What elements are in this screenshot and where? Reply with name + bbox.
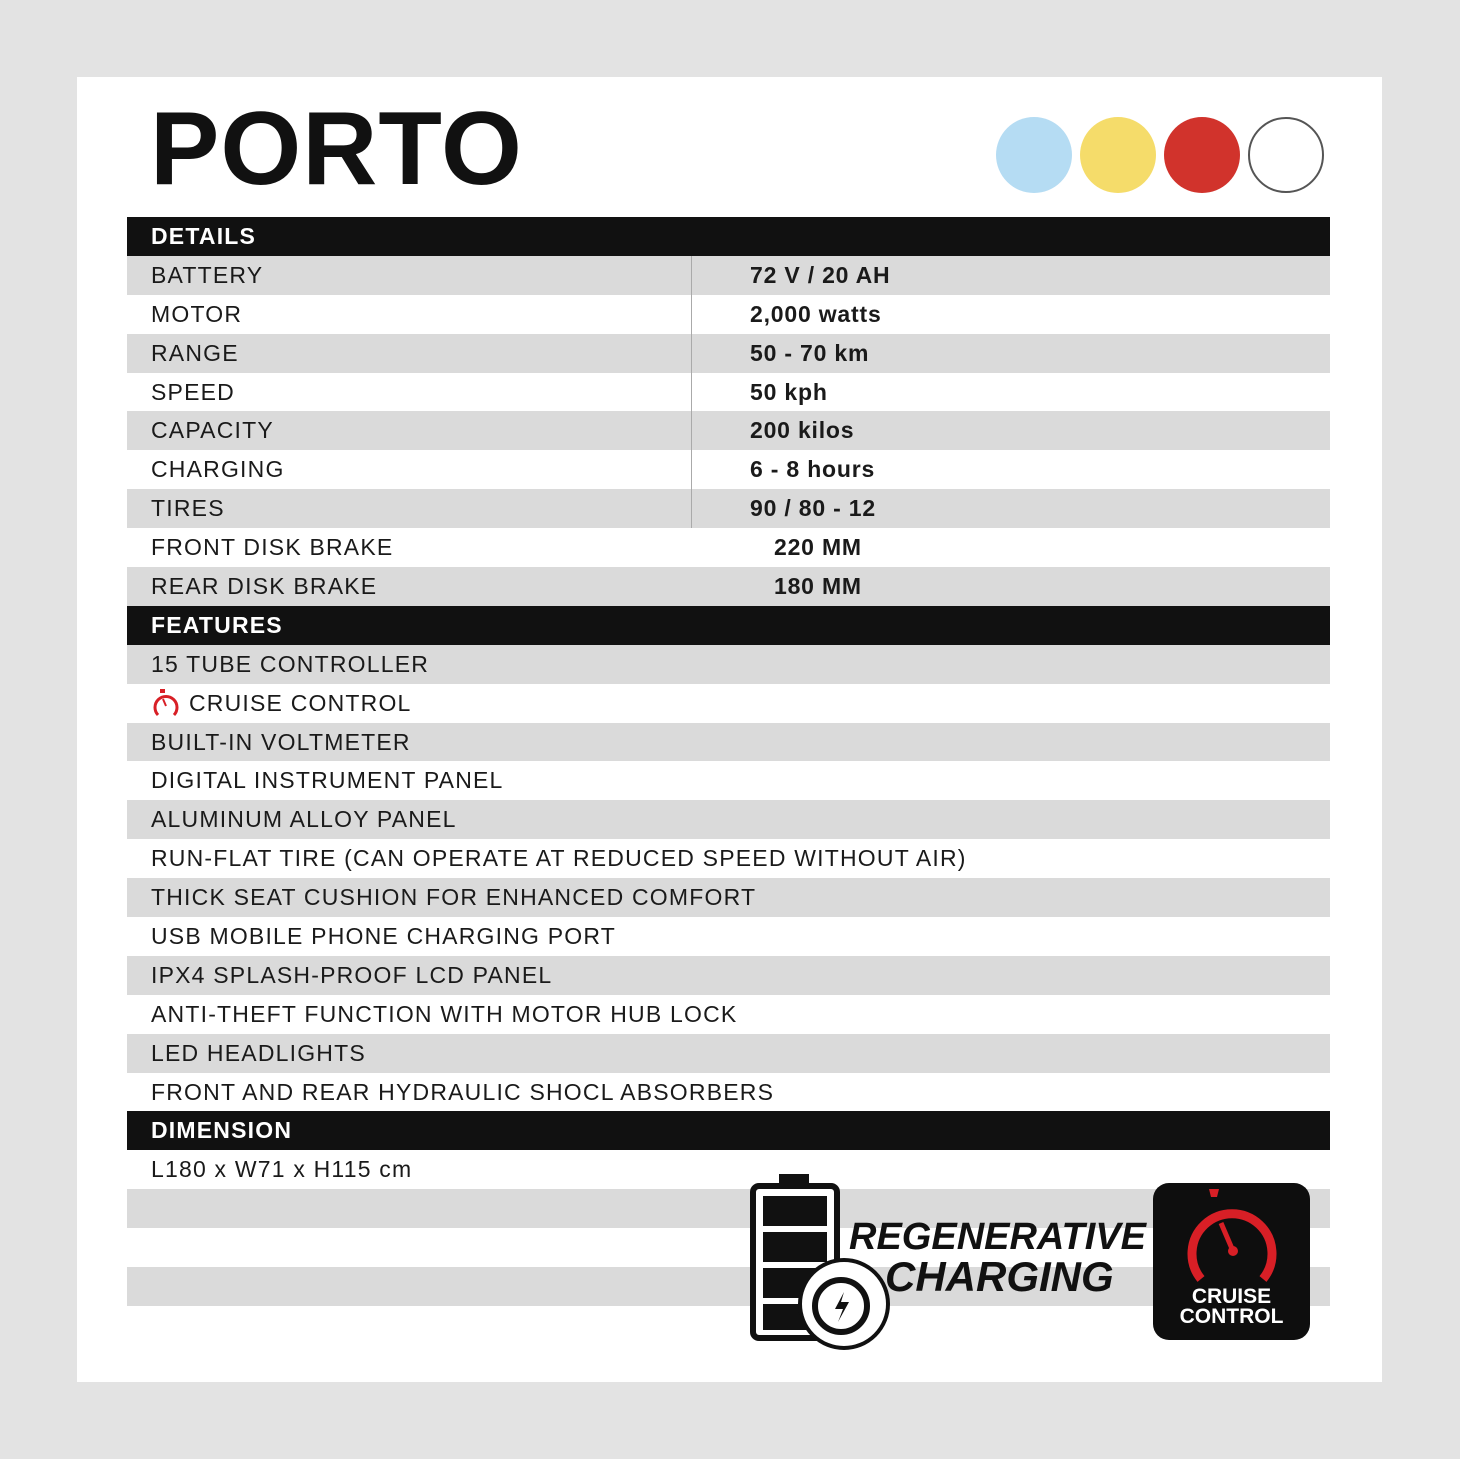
dimension-value: L180 x W71 x H115 cm bbox=[151, 1156, 413, 1183]
feature-row bbox=[127, 723, 1330, 762]
feature-row bbox=[127, 761, 1330, 800]
feature-row bbox=[127, 645, 1330, 684]
feature-label: IPX4 SPLASH-PROOF LCD PANEL bbox=[151, 961, 553, 988]
detail-value: 200 kilos bbox=[750, 417, 855, 444]
feature-row bbox=[127, 684, 1330, 723]
cruise-badge-line1: CRUISE bbox=[1191, 1285, 1272, 1308]
detail-label: FRONT DISK BRAKE bbox=[151, 534, 394, 561]
feature-label: RUN-FLAT TIRE (CAN OPERATE AT REDUCED SPEED WITHOUT AIR) bbox=[151, 845, 967, 872]
empty-row bbox=[127, 1267, 1330, 1306]
feature-item bbox=[127, 845, 967, 872]
section-header-label: DIMENSION bbox=[151, 1117, 293, 1144]
feature-label: ALUMINUM ALLOY PANEL bbox=[151, 806, 457, 833]
cruise-control-badge bbox=[1153, 1183, 1310, 1340]
section-header-label: DETAILS bbox=[151, 222, 257, 249]
detail-label: CHARGING bbox=[127, 450, 692, 489]
feature-item bbox=[127, 767, 504, 794]
detail-value: 50 kph bbox=[750, 378, 828, 405]
feature-item bbox=[127, 651, 429, 678]
detail-row bbox=[127, 567, 1330, 606]
feature-item bbox=[127, 806, 457, 833]
detail-label: SPEED bbox=[127, 373, 692, 412]
detail-row bbox=[127, 334, 1330, 373]
color-swatch-blue[interactable] bbox=[996, 117, 1072, 193]
feature-row bbox=[127, 956, 1330, 995]
dimension-row bbox=[127, 1150, 1330, 1189]
feature-item bbox=[127, 962, 552, 989]
detail-row bbox=[127, 373, 1330, 412]
feature-row bbox=[127, 839, 1330, 878]
feature-item bbox=[127, 689, 412, 717]
feature-label: 15 TUBE CONTROLLER bbox=[151, 650, 430, 677]
feature-row bbox=[127, 878, 1330, 917]
features-header bbox=[127, 606, 1330, 645]
cruise-control-icon bbox=[151, 689, 181, 717]
detail-value: 6 - 8 hours bbox=[750, 456, 876, 483]
detail-row bbox=[127, 256, 1330, 295]
feature-label: THICK SEAT CUSHION FOR ENHANCED COMFORT bbox=[151, 884, 757, 911]
feature-row bbox=[127, 917, 1330, 956]
feature-item bbox=[127, 1001, 737, 1028]
feature-item bbox=[127, 923, 616, 950]
detail-value: 220 MM bbox=[774, 534, 862, 561]
cruise-badge-line2: CONTROL bbox=[1179, 1305, 1284, 1328]
empty-row bbox=[127, 1189, 1330, 1228]
color-swatches bbox=[996, 117, 1324, 193]
section-header-label: FEATURES bbox=[151, 611, 283, 638]
feature-item bbox=[127, 1079, 774, 1106]
feature-row bbox=[127, 995, 1330, 1034]
spec-table bbox=[127, 217, 1330, 1306]
detail-row bbox=[127, 411, 1330, 450]
feature-label: FRONT AND REAR HYDRAULIC SHOCL ABSORBERS bbox=[151, 1078, 775, 1105]
detail-row bbox=[127, 295, 1330, 334]
regen-charging-badge bbox=[849, 1216, 1147, 1300]
empty-row bbox=[127, 1228, 1330, 1267]
feature-label: CRUISE CONTROL bbox=[189, 689, 412, 716]
detail-label: MOTOR bbox=[127, 295, 692, 334]
detail-value: 180 MM bbox=[774, 572, 862, 599]
product-title: PORTO bbox=[150, 91, 523, 207]
feature-label: BUILT-IN VOLTMETER bbox=[151, 728, 411, 755]
details-header bbox=[127, 217, 1330, 256]
feature-item bbox=[127, 1040, 366, 1067]
color-swatch-yellow[interactable] bbox=[1080, 117, 1156, 193]
detail-value: 50 - 70 km bbox=[750, 339, 870, 366]
speedometer-icon bbox=[1153, 1183, 1310, 1293]
feature-item bbox=[127, 729, 411, 756]
color-swatch-red[interactable] bbox=[1164, 117, 1240, 193]
feature-label: DIGITAL INSTRUMENT PANEL bbox=[151, 767, 504, 794]
color-swatch-white[interactable] bbox=[1248, 117, 1324, 193]
feature-item bbox=[127, 884, 756, 911]
feature-label: ANTI-THEFT FUNCTION WITH MOTOR HUB LOCK bbox=[151, 1000, 738, 1027]
detail-label: BATTERY bbox=[127, 256, 692, 295]
feature-label: USB MOBILE PHONE CHARGING PORT bbox=[151, 922, 616, 949]
feature-row bbox=[127, 1034, 1330, 1073]
regen-line2: CHARGING bbox=[885, 1253, 1114, 1300]
detail-value: 72 V / 20 AH bbox=[750, 261, 891, 288]
detail-label: RANGE bbox=[127, 334, 692, 373]
spec-card bbox=[77, 77, 1382, 1382]
dimension-header bbox=[127, 1111, 1330, 1150]
regen-line1: REGENERATIVE bbox=[849, 1216, 1147, 1258]
feature-row bbox=[127, 800, 1330, 839]
detail-value: 2,000 watts bbox=[750, 300, 882, 327]
detail-row bbox=[127, 450, 1330, 489]
detail-label: TIRES bbox=[127, 489, 692, 528]
detail-label: CAPACITY bbox=[127, 411, 692, 450]
detail-label: REAR DISK BRAKE bbox=[151, 572, 378, 599]
detail-row bbox=[127, 489, 1330, 528]
detail-row bbox=[127, 528, 1330, 567]
detail-value: 90 / 80 - 12 bbox=[750, 495, 876, 522]
feature-label: LED HEADLIGHTS bbox=[151, 1039, 366, 1066]
feature-row bbox=[127, 1073, 1330, 1112]
